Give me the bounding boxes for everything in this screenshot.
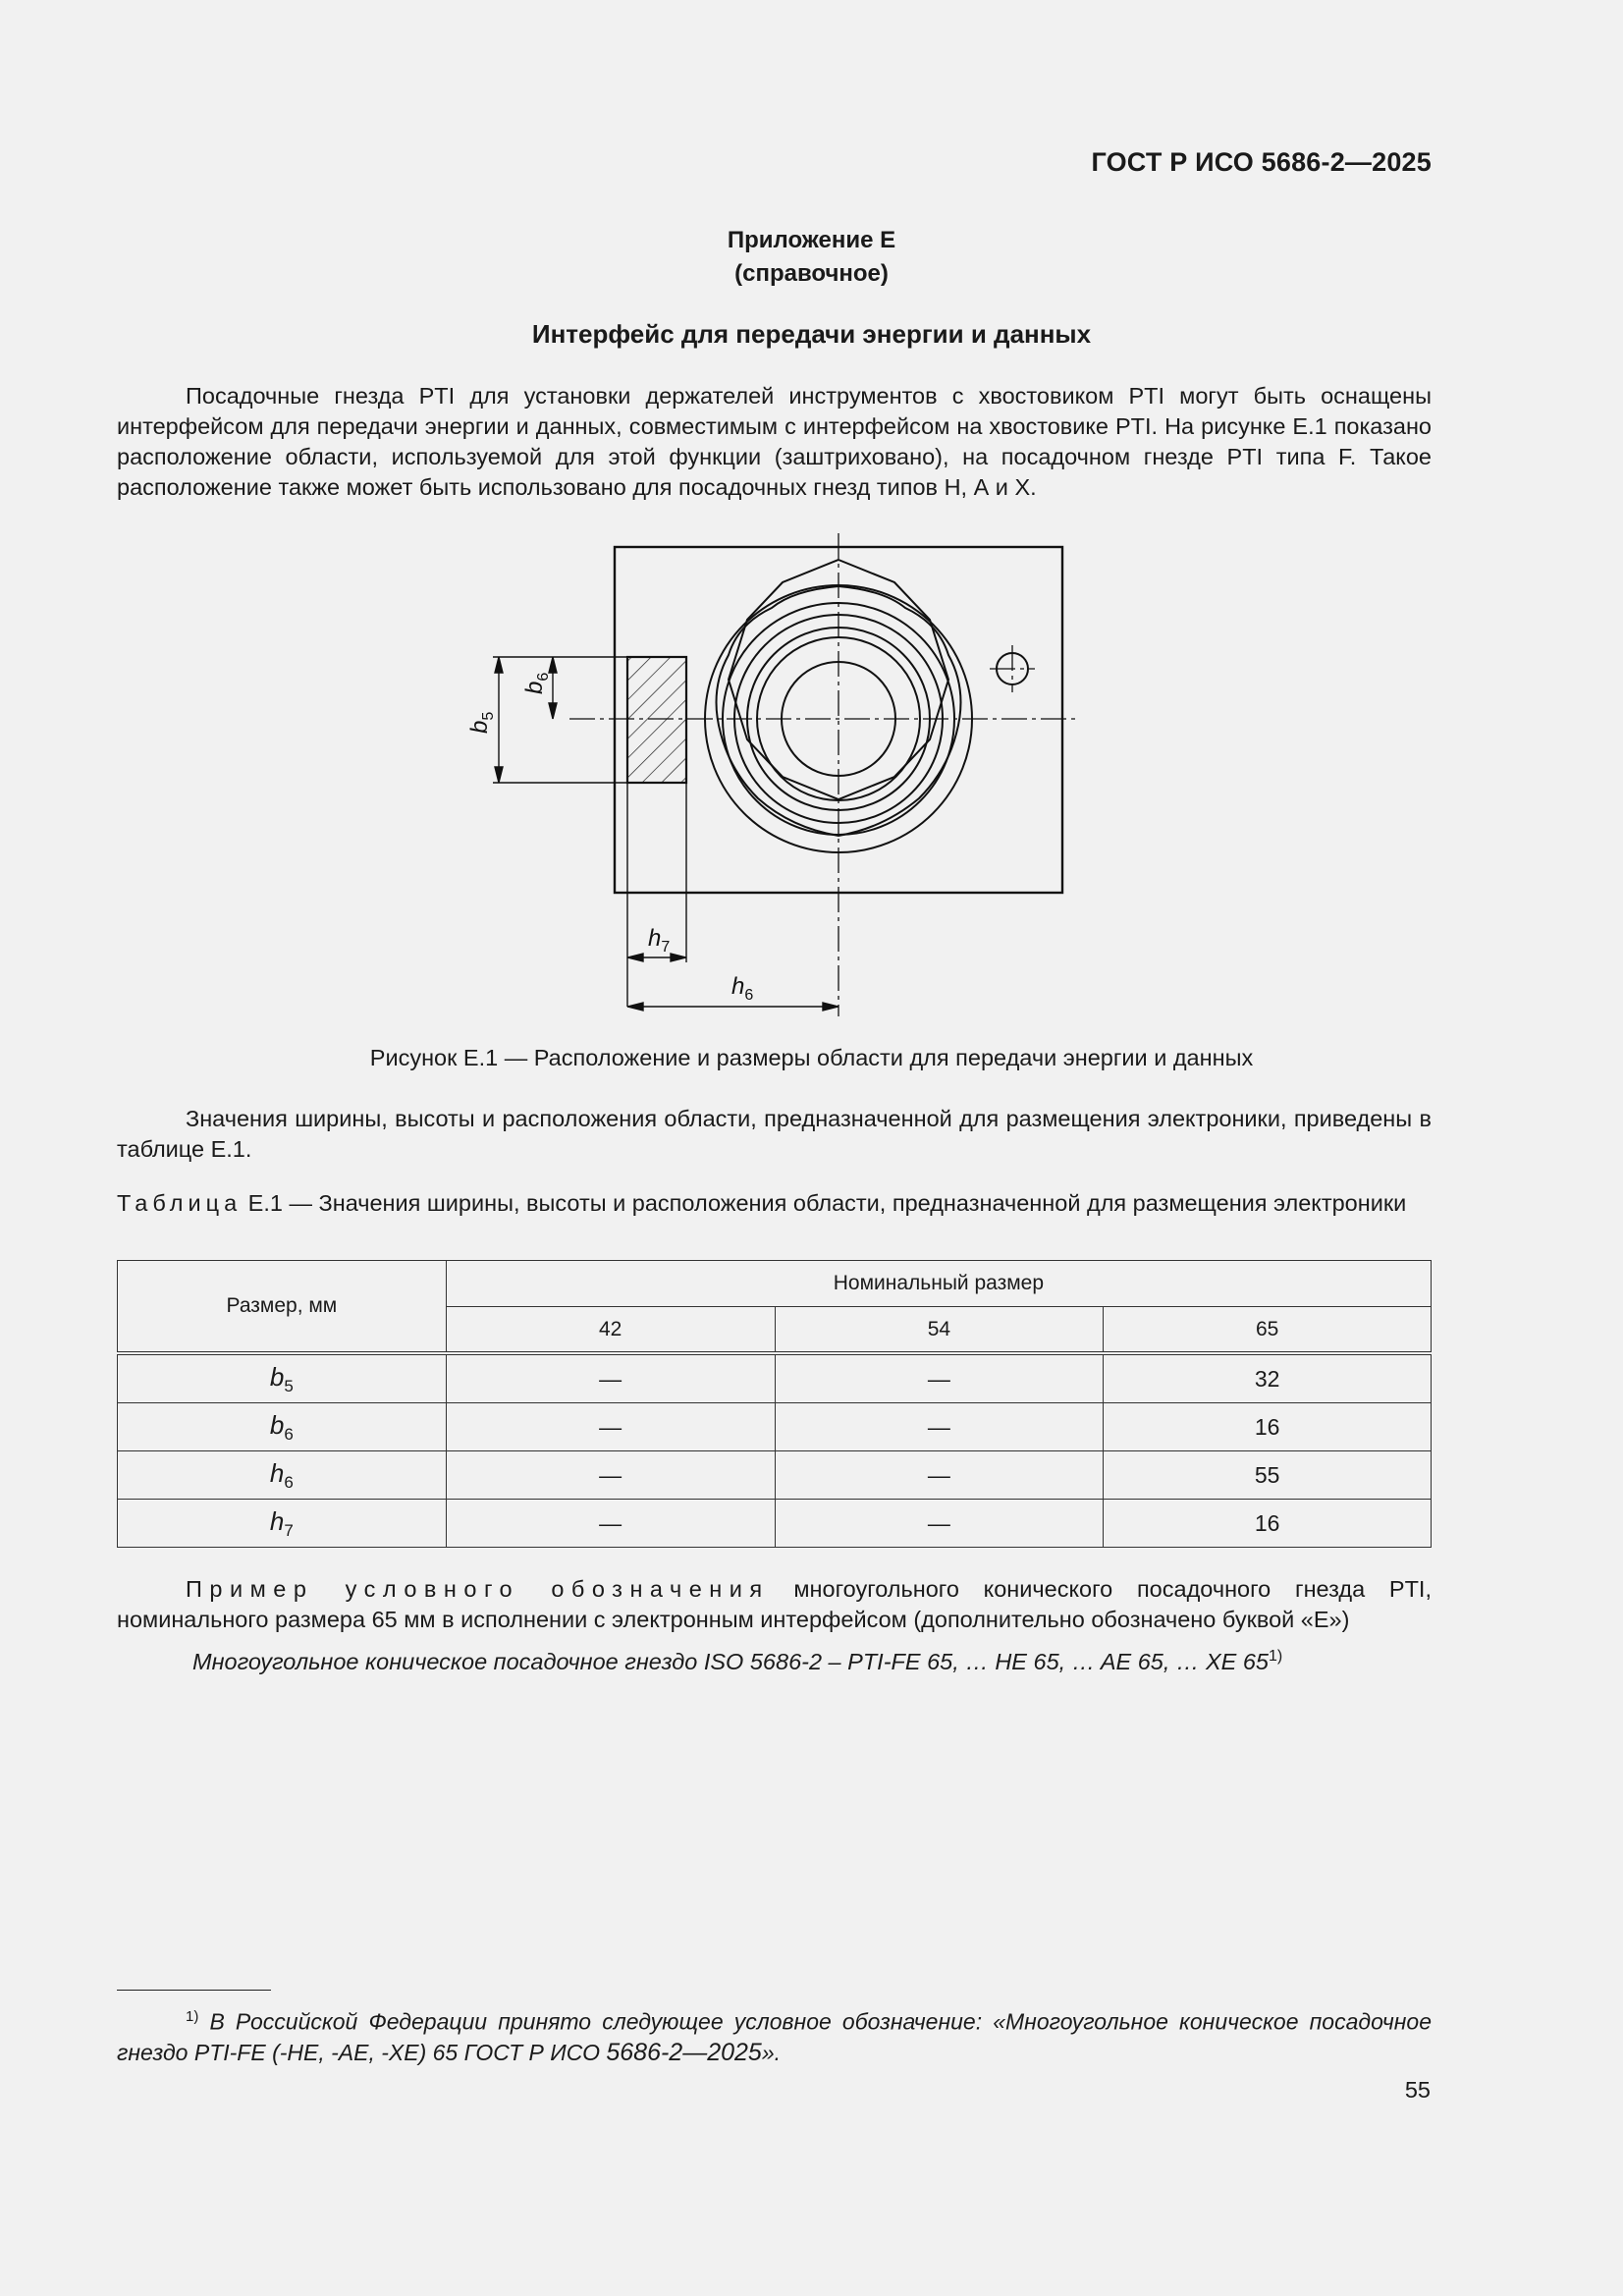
- dimensions-table: [117, 1260, 1432, 1548]
- table-row: [118, 1500, 1432, 1548]
- table-row: [118, 1403, 1432, 1451]
- table-cell: 16: [1104, 1403, 1432, 1451]
- footnote-separator: [117, 1990, 271, 1991]
- row-symbol: $b_6$: [118, 1403, 447, 1451]
- label-b5: $b_5$: [466, 711, 497, 734]
- example-paragraph: [117, 1574, 1432, 1635]
- intro-text: Посадочные гнезда PTI для установки держателей инструментов с хвостовиком PTI могут быть оснащены интерфейсом для передачи энергии и данных, совместимым с интерфейсом на хвостовике PTI. На рисунке Е.1 показано расположение области, используемой для этой функции (заштриховано), на посадочном гнезде PTI типа F. Такое расположение также может быть использовано для посадочных гнезд типов Н, А и X.: [117, 383, 1432, 500]
- table-row: [118, 1451, 1432, 1500]
- footnote: $^{1)}$ В Российской Федерации принято следующее условное обозначение: «Многоугольное коническое посадочное гнездо PTI-FE (-HE, -AE, -XE) 65 ГОСТ Р ИСО 5686-2—2025».: [117, 2008, 1432, 2066]
- header-col-42: 42: [446, 1307, 775, 1354]
- header-col-65: 65: [1104, 1307, 1432, 1354]
- figure-e1-drawing: [452, 525, 1080, 1026]
- table-cell: 32: [1104, 1353, 1432, 1403]
- designation-footnote-ref: 1): [1268, 1648, 1283, 1665]
- table-title-word: Таблица: [117, 1190, 243, 1216]
- page-number: 55: [1404, 2077, 1431, 2103]
- table-cell: —: [446, 1451, 775, 1500]
- table-intro-text: Значения ширины, высоты и расположения области, предназначенной для размещения электроники, приведены в таблице Е.1.: [117, 1106, 1432, 1162]
- table-cell: —: [775, 1403, 1104, 1451]
- table-cell: —: [446, 1500, 775, 1548]
- row-symbol: $h_7$: [118, 1500, 447, 1548]
- table-title: [117, 1188, 1432, 1219]
- label-h6: $h_6$: [731, 973, 754, 1004]
- example-designation: Многоугольное коническое посадочное гнездо ISO 5686-2 – PTI-FE 65, … HE 65, … AE 65, … XE 65$^{1)}$: [192, 1648, 1283, 1674]
- header-nominal: Номинальный размер: [446, 1261, 1431, 1307]
- row-symbol: $b_5$: [118, 1353, 447, 1403]
- footnote-text: В Российской Федерации принято следующее условное обозначение: «Многоугольное коническое посадочное гнездо PTI-FE (-HE, -AE, -XE) 65 ГОСТ Р ИСО: [117, 2008, 1432, 2065]
- header-col-54: 54: [775, 1307, 1104, 1354]
- label-b6: $b_6$: [521, 672, 552, 694]
- annex-subtitle: (справочное): [734, 260, 889, 287]
- table-row: [118, 1353, 1432, 1403]
- annex-title: Приложение Е: [727, 227, 896, 253]
- header-size: Размер, мм: [118, 1261, 447, 1354]
- figure-caption: Рисунок Е.1 — Расположение и размеры области для передачи энергии и данных: [369, 1045, 1254, 1070]
- label-h7: $h_7$: [648, 925, 671, 956]
- table-cell: —: [775, 1451, 1104, 1500]
- example-text: многоугольного конического посадочного гнезда PTI, номинального размера 65 мм в исполнении с электронным интерфейсом (дополнительно обозначено буквой «E»): [117, 1576, 1432, 1632]
- footnote-marker: 1): [186, 2008, 199, 2025]
- row-symbol: $h_6$: [118, 1451, 447, 1500]
- intro-paragraph: [117, 381, 1432, 503]
- electronics-area: [627, 657, 686, 783]
- table-title-text: Е.1 — Значения ширины, высоты и расположения области, предназначенной для размещения электроники: [242, 1190, 1407, 1216]
- table-cell: 16: [1104, 1500, 1432, 1548]
- table-cell: —: [775, 1353, 1104, 1403]
- table-cell: 55: [1104, 1451, 1432, 1500]
- table-cell: —: [446, 1403, 775, 1451]
- example-label: Пример условного обозначения: [186, 1576, 770, 1602]
- footnote-number: 5686-2—2025: [606, 2038, 762, 2066]
- standard-header: ГОСТ Р ИСО 5686-2—2025: [1091, 147, 1432, 177]
- section-title: Интерфейс для передачи энергии и данных: [531, 319, 1092, 349]
- table-intro-paragraph: [117, 1104, 1432, 1165]
- annex-heading: [0, 224, 1623, 291]
- table-cell: —: [775, 1500, 1104, 1548]
- table-cell: —: [446, 1353, 775, 1403]
